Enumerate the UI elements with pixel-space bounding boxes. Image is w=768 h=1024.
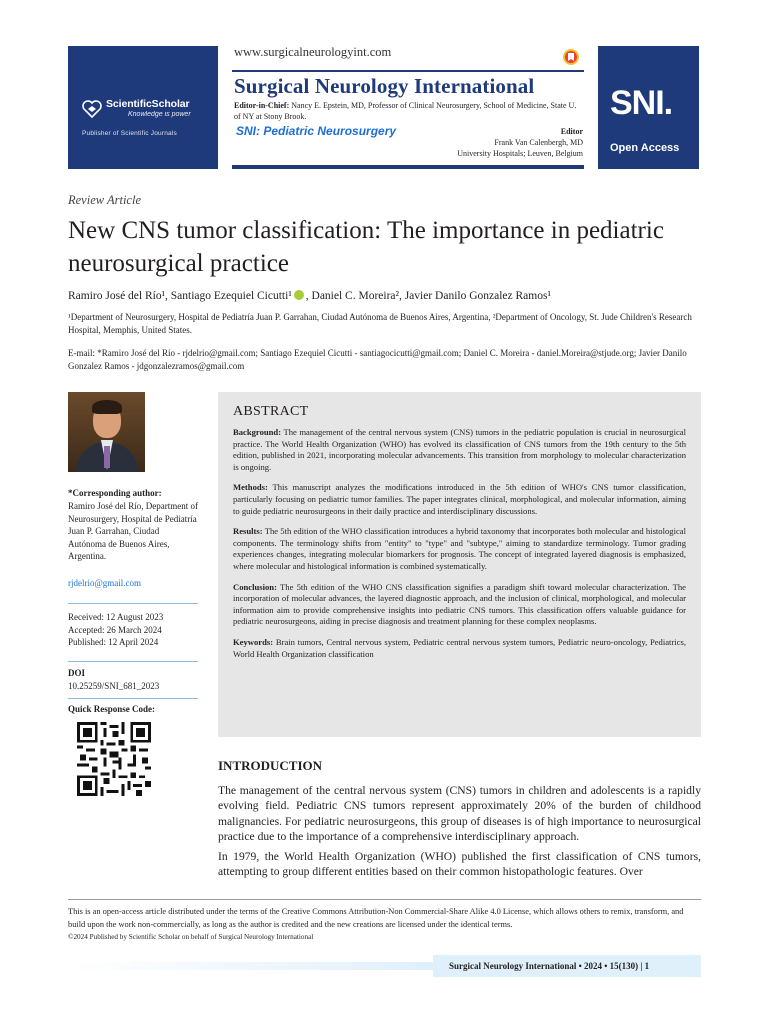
keywords-label: Keywords:: [233, 636, 274, 647]
license-text: This is an open-access article distributed under the terms of the Creative Commons Attribution-Non Commercial-Share Alike 4.0 License, which allows others to remix, transform, and build upon the work non-commercially, as long as the author is credited and the new creations are licensed under the identical terms.: [68, 907, 684, 929]
footer-band: [68, 962, 433, 970]
affiliations: ¹Department of Neurosurgery, Hospital de Pediatría Juan P. Garrahan, Ciudad Autónoma de Buenos Aires, Argentina, ²Department of Oncology, St. Jude Children's Research Hospital, Memphis, United States.: [68, 312, 692, 335]
qr-label: Quick Response Code:: [68, 704, 156, 714]
section-editor: [363, 126, 583, 159]
sni-logo-box: [598, 46, 699, 169]
section-name: SNI: Pediatric Neurosurgery: [236, 124, 397, 138]
received-date: Received: 12 August 2023: [68, 612, 164, 622]
background-text: The management of the central nervous system (CNS) tumors in the pediatric population is crucial in neurosurgical practice. The World Health Organization (WHO) has evolved its classification of CNS tumors from the 19th century to the 5th edition, published in 2021, incorporating molecular advancements. This transition from morphology to molecular characterization is ongoing.: [233, 427, 686, 472]
introduction-paragraph: In 1979, the World Health Organization (WHO) published the first classification of CNS tumors, attempting to group different entities based on their common histopathologic features. Over: [218, 849, 701, 879]
footer-divider: [68, 899, 701, 900]
corresponding-author-label: *Corresponding author:: [68, 488, 162, 498]
doi-link[interactable]: 10.25259/SNI_681_2023: [68, 681, 160, 691]
editor-affiliation: University Hospitals; Leuven, Belgium: [457, 149, 583, 158]
article-title: New CNS tumor classification: The importance in pediatric neurosurgical practice: [68, 217, 664, 277]
introduction-heading: INTRODUCTION: [218, 758, 323, 773]
editor-label: Editor: [560, 127, 583, 136]
published-date: Published: 12 April 2024: [68, 637, 159, 647]
methods-label: Methods:: [233, 482, 268, 493]
editor-in-chief-label: Editor-in-Chief:: [234, 101, 290, 110]
editor-in-chief-text: Nancy E. Epstein, MD, Professor of Clinical Neurosurgery, School of Medicine, State U. of NY at Stony Brook.: [234, 101, 577, 121]
orcid-icon[interactable]: [294, 290, 304, 300]
sni-logo: SNI.: [610, 84, 673, 122]
journal-rule-bottom: [232, 165, 584, 169]
bookmark-badge-icon[interactable]: [562, 48, 580, 66]
copyright-text: ©2024 Published by Scientific Scholar on behalf of Surgical Neurology International: [68, 933, 314, 941]
methods-text: This manuscript analyzes the modifications introduced in the 5th edition of WHO's CNS tumor classification, particularly focusing on pediatric tumor families. The paper integrates clinical, morphological, and molecular information, aiming to guide pediatric neurosurgeons in their daily practice and interdisciplinary discussions.: [233, 482, 686, 516]
publisher-sub: Publisher of Scientific Journals: [82, 130, 177, 137]
sidebar-divider: [68, 603, 198, 604]
journal-title: Surgical Neurology International: [234, 74, 535, 98]
publisher-brand: ScientificScholar: [106, 98, 190, 110]
abstract-conclusion: [233, 582, 686, 628]
article-type: Review Article: [68, 193, 142, 207]
editor-in-chief: [234, 100, 584, 122]
abstract-results: [233, 526, 686, 572]
scholar-heart-icon: [82, 100, 102, 118]
introduction-paragraph: The management of the central nervous system (CNS) tumors in children and adolescents is a rapidly evolving field. Pediatric CNS tumors represent approximately 20% of the burden of childhood malignancies. For pediatric neurosurgeons, this group of diseases is of high importance to neurosurgical practice due to the importance of a comprehensive interdisciplinary approach.: [218, 784, 701, 844]
author-emails: E-mail: *Ramiro José del Río - rjdelrio@gmail.com; Santiago Ezequiel Cicutti - santiagocicutti@gmail.com; Daniel C. Moreira - daniel.Moreira@stjude.org; Javier Danilo Gonzalez Ramos - jdgonzalezramos@gmail.com: [68, 348, 687, 371]
license-notice: [68, 906, 701, 944]
journal-site-link[interactable]: www.surgicalneurologyint.com: [234, 45, 392, 59]
abstract-box: [218, 392, 701, 737]
editor-name: Frank Van Calenbergh, MD: [494, 138, 583, 147]
abstract-methods: [233, 482, 686, 517]
authors-part-a: Ramiro José del Río¹, Santiago Ezequiel Cicutti¹: [68, 290, 292, 302]
corresponding-author-email[interactable]: rjdelrio@gmail.com: [68, 578, 142, 588]
corresponding-author-address: Ramiro José del Río, Department of Neurosurgery, Hospital de Pediatría Juan P. Garrahan, Ciudad Autónoma de Buenos Aires, Argentina.: [68, 501, 198, 561]
doi-label: DOI: [68, 668, 86, 678]
publisher-tagline: Knowledge is power: [128, 111, 191, 118]
journal-rule-top: [232, 70, 584, 72]
results-text: The 5th edition of the WHO classification introduces a hybrid taxonomy that incorporates both molecular and histological components. The terminology shifts from "entity" to "type" and "subtype," aiming to standardize terminology. Tumor grading experiences changes, integrating molecular biomarkers for prognosis. The concept of integrated layered diagnosis is emphasized, where molecular and histological information is combined systematically.: [233, 526, 686, 571]
abstract-keywords: [233, 637, 686, 660]
publisher-logo: [68, 46, 218, 169]
keywords-text: Brain tumors, Central nervous system, Pediatric central nervous system tumors, Pediatric neuro-oncology, Pediatrics, World Health Organization classification: [233, 636, 686, 659]
abstract-background: [233, 427, 686, 473]
author-photo: [68, 392, 145, 472]
open-access-label: Open Access: [610, 142, 680, 154]
sidebar-divider: [68, 698, 198, 699]
conclusion-label: Conclusion:: [233, 581, 277, 592]
conclusion-text: The 5th edition of the WHO CNS classification signifies a paradigm shift toward molecular characterization. The incorporation of molecular advances, the layered diagnostic approach, and the inclusion of clinical, morphological, and molecular information aim to provide comprehensive insights into pediatric CNS tumors. This classification offers valuable guidance for pediatric neurosurgeons, aiding in precise diagnosis and treatment planning for these complex neoplasms.: [233, 581, 686, 627]
sidebar-divider: [68, 661, 198, 662]
qr-code-icon[interactable]: [77, 722, 151, 796]
authors-part-b: , Daniel C. Moreira², Javier Danilo Gonzalez Ramos¹: [305, 290, 551, 302]
introduction-body: [218, 783, 701, 885]
abstract-heading: ABSTRACT: [233, 404, 309, 419]
author-list: [68, 290, 708, 302]
accepted-date: Accepted: 26 March 2024: [68, 624, 162, 635]
page-reference: Surgical Neurology International • 2024 • 15(130) | 1: [433, 955, 701, 977]
background-label: Background:: [233, 427, 282, 437]
results-label: Results:: [233, 526, 263, 537]
article-dates: [68, 611, 163, 649]
